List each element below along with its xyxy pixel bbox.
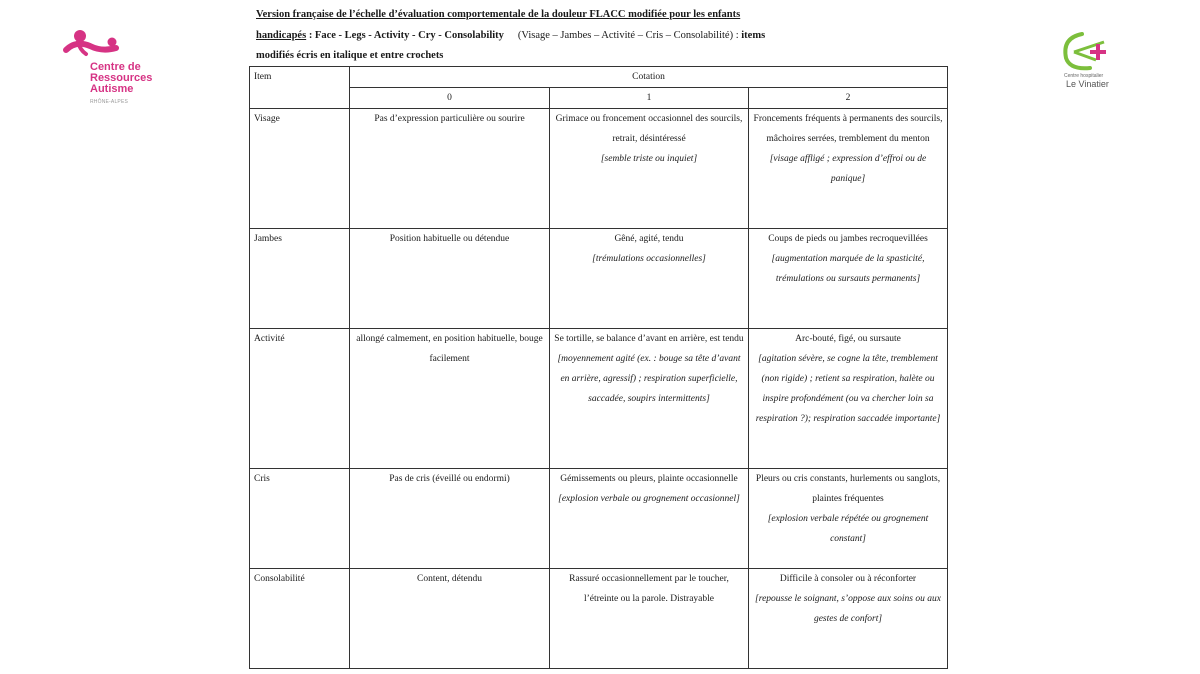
- cell-italic-text: [explosion verbale répétée ou grognement constant]: [767, 514, 929, 544]
- cell-italic-text: [moyennement agité (ex. : bouge sa tête d’avant en arrière, agressif) ; respiration superficielle, saccadée, soupirs intermittents]: [557, 354, 741, 404]
- header-col-0: 0: [350, 88, 550, 109]
- title-line2-normal: (Visage – Jambes – Activité – Cris – Consolabilité) :: [517, 29, 742, 41]
- row-cell-0: [350, 329, 550, 469]
- row-cell-0: [350, 469, 550, 569]
- title-line1: Version française de l’échelle d’évaluation comportementale de la douleur FLACC modifiée pour les enfants: [256, 9, 741, 20]
- row-cell-2: [749, 569, 948, 669]
- cell-italic-text: [visage affligé ; expression d’effroi ou de panique]: [769, 154, 927, 184]
- row-cell-1: [550, 329, 749, 469]
- row-item-label: Activité: [250, 329, 350, 469]
- cell-italic-text: [agitation sévère, se cogne la tête, tremblement (non rigide) ; retient sa respiration, halète ou inspire profondément (ou va chercher loin sa respiration ?); respiration saccadée importante]: [755, 354, 941, 424]
- vinatier-logo-icon: [1052, 30, 1122, 74]
- row-cell-2: [749, 229, 948, 329]
- row-cell-1: [550, 569, 749, 669]
- row-cell-1: [550, 229, 749, 329]
- row-cell-2: [749, 109, 948, 229]
- cell-text: Se tortille, se balance d’avant en arrière, est tendu: [554, 334, 744, 344]
- cell-italic-text: [semble triste ou inquiet]: [600, 154, 698, 164]
- title-line3: modifiés écris en italique et entre crochets: [256, 50, 444, 61]
- document-title: [256, 5, 946, 67]
- cell-text: Arc-bouté, figé, ou sursaute: [795, 334, 901, 344]
- title-line2-bold: : Face - Legs - Activity - Cry - Consolability: [306, 29, 504, 41]
- table-row: [250, 229, 948, 329]
- row-item-label: Visage: [250, 109, 350, 229]
- row-item-label: Consolabilité: [250, 569, 350, 669]
- flacc-table: [249, 66, 948, 669]
- cell-text: Grimace ou froncement occasionnel des sourcils, retrait, désintéressé: [555, 114, 743, 144]
- table-row: [250, 329, 948, 469]
- cell-text: Pas de cris (éveillé ou endormi): [389, 474, 510, 484]
- row-cell-0: [350, 569, 550, 669]
- cell-text: Content, détendu: [417, 574, 482, 584]
- cell-text: Position habituelle ou détendue: [389, 234, 510, 244]
- cell-text: Gémissements ou pleurs, plainte occasionnelle: [560, 474, 738, 484]
- cra-logo-icon: [62, 28, 122, 64]
- table-row: [250, 469, 948, 569]
- cra-logo-line4: RHÔNE-ALPES: [90, 99, 129, 105]
- vinatier-logo-line2: Le Vinatier: [1066, 79, 1109, 89]
- cell-italic-text: [augmentation marquée de la spasticité, trémulations ou sursauts permanents]: [771, 254, 925, 284]
- cell-text: Pleurs ou cris constants, hurlements ou sanglots, plaintes fréquentes: [755, 474, 941, 504]
- cra-logo: [62, 28, 172, 106]
- header-col-2: 2: [749, 88, 948, 109]
- cell-text: Coups de pieds ou jambes recroquevillées: [768, 234, 928, 244]
- row-cell-0: [350, 229, 550, 329]
- row-cell-0: [350, 109, 550, 229]
- row-item-label: Jambes: [250, 229, 350, 329]
- cell-text: allongé calmement, en position habituelle, bouge facilement: [356, 334, 543, 364]
- header-item: Item: [250, 67, 350, 109]
- cell-text: Pas d’expression particulière ou sourire: [374, 114, 525, 124]
- header-col-1: 1: [550, 88, 749, 109]
- row-cell-2: [749, 329, 948, 469]
- cell-italic-text: [explosion verbale ou grognement occasionnel]: [558, 494, 740, 504]
- row-cell-2: [749, 469, 948, 569]
- cell-text: Rassuré occasionnellement par le toucher, l’étreinte ou la parole. Distrayable: [569, 574, 729, 604]
- table-row: [250, 569, 948, 669]
- title-line2-underlined: handicapés: [256, 29, 307, 41]
- table-header-row: [250, 67, 948, 88]
- row-item-label: Cris: [250, 469, 350, 569]
- cell-italic-text: [trémulations occasionnelles]: [592, 254, 706, 264]
- row-cell-1: [550, 469, 749, 569]
- cell-text: Difficile à consoler ou à réconforter: [779, 574, 917, 584]
- header-cotation: Cotation: [350, 67, 948, 88]
- vinatier-logo-line1: Centre hospitalier: [1064, 73, 1104, 79]
- cra-logo-line2: Ressources: [90, 72, 153, 84]
- title-line2-end: items: [741, 29, 766, 41]
- table-subheader-row: [250, 88, 948, 109]
- cra-logo-line3: Autisme: [90, 83, 134, 95]
- cell-text: Gêné, agité, tendu: [614, 234, 684, 244]
- cell-text: Froncements fréquents à permanents des sourcils, mâchoires serrées, tremblement du menton: [753, 114, 943, 144]
- table-row: [250, 109, 948, 229]
- row-cell-1: [550, 109, 749, 229]
- cra-logo-line1: Centre de: [90, 61, 141, 73]
- vinatier-logo: [1052, 30, 1122, 90]
- cell-italic-text: [repousse le soignant, s’oppose aux soins ou aux gestes de confort]: [755, 594, 941, 624]
